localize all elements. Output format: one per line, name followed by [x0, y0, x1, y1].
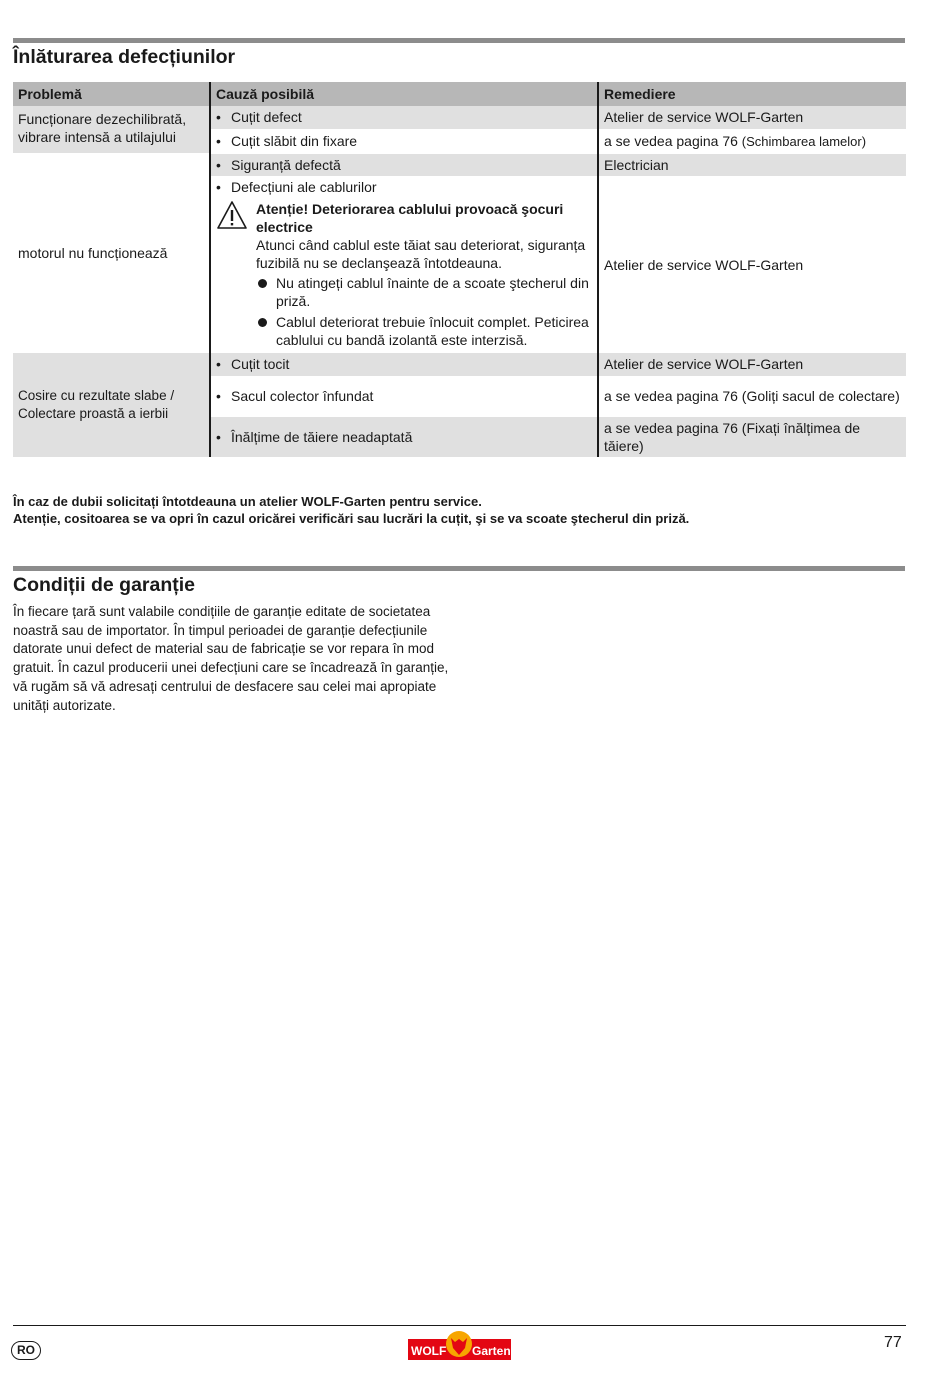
warning-triangle-icon [216, 200, 248, 230]
cause-cell: • Cuțit defect [210, 106, 598, 129]
list-item: Nu atingeți cablul înainte de a scoate ştecherul din priză. [256, 274, 592, 310]
footer-rule [13, 1325, 906, 1326]
svg-text:WOLF: WOLF [411, 1344, 447, 1358]
cause-cell: • Sacul colector înfundat [210, 376, 598, 416]
remedy-cell: Atelier de service WOLF-Garten [598, 106, 906, 129]
section-rule-warranty [13, 566, 905, 571]
svg-text:Garten: Garten [472, 1344, 511, 1358]
table-row [13, 153, 906, 176]
warranty-text: În fiecare țară sunt valabile condițiile de garanție editate de societatea noastră sau de importator. În timpul perioadei de garanție defecțiunile datorate unui defect de material sau de fabricație se vor repara în mod gratuit. În cazul producerii unei defecțiuni care se încadrează în garanție, vă rugăm să vă adresați centrului de desfacere sau celei mai apropiate unități autorizate. [13, 604, 449, 713]
table-row [13, 106, 906, 129]
remedy-cell: a se vedea pagina 76 (Schimbarea lamelor) [598, 129, 906, 153]
remedy-cell: Electrician [598, 153, 906, 176]
service-note: În caz de dubii solicitați întotdeauna un atelier WOLF-Garten pentru service. Atenție, cositoarea se va opri în cazul oricărei verificări sau lucrări la cuțit, şi se va scoate ştecherul din priză. [13, 494, 690, 526]
table-row [13, 353, 906, 376]
problem-cell: Cosire cu rezultate slabe / Colectare proastă a ierbii [13, 353, 210, 457]
list-item: Cablul deteriorat trebuie înlocuit complet. Peticirea cablului cu bandă izolantă este interzisă. [256, 313, 592, 349]
cause-cell: • Cuțit slăbit din fixare [210, 129, 598, 153]
header-remedy: Remediere [598, 82, 906, 106]
header-cause: Cauză posibilă [210, 82, 598, 106]
remedy-cell: Atelier de service WOLF-Garten [598, 176, 906, 353]
header-problem: Problemă [13, 82, 210, 106]
table-header-row [13, 82, 906, 106]
warranty-title: Condiții de garanție [13, 574, 196, 596]
problem-cell: motorul nu funcționează [13, 153, 210, 353]
troubleshooting-title: Înlăturarea defecțiunilor [13, 46, 236, 68]
cause-cell: • Înălțime de tăiere neadaptată [210, 416, 598, 457]
warning-title: Atenție! Deteriorarea cablului provoacă şocuri electrice [256, 201, 564, 235]
cause-cell: • Siguranță defectă [210, 153, 598, 176]
section-rule-top [13, 38, 905, 43]
remedy-cell: a se vedea pagina 76 (Goliți sacul de colectare) [598, 376, 906, 416]
cause-cell: • Defecțiuni ale cablurilor Atenție! Deteriorarea cablului provoacă şocuri electrice Atunci când cablul este tăiat sau deteriorat, siguranța fuzibilă nu se declanşează întotdeauna. Nu atingeți cablul înainte de a scoate ştecherul din priză. Cablul deteriorat trebuie înlocuit complet. Peticirea cablului cu bandă izolantă este interzisă. [210, 176, 598, 353]
problem-cell: Funcționare dezechilibrată, vibrare intensă a utilajului [13, 106, 210, 153]
cause-cell: • Cuțit tocit [210, 353, 598, 376]
warning-text: Atunci când cablul este tăiat sau deteriorat, siguranța fuzibilă nu se declanşează întotdeauna. [256, 237, 586, 271]
wolf-garten-logo [408, 1330, 511, 1360]
electric-warning [216, 200, 592, 349]
page-number: 77 [884, 1334, 902, 1351]
remedy-cell: Atelier de service WOLF-Garten [598, 353, 906, 376]
language-badge: RO [11, 1341, 41, 1360]
troubleshooting-table [13, 82, 906, 457]
remedy-cell: a se vedea pagina 76 (Fixați înălțimea de tăiere) [598, 416, 906, 457]
